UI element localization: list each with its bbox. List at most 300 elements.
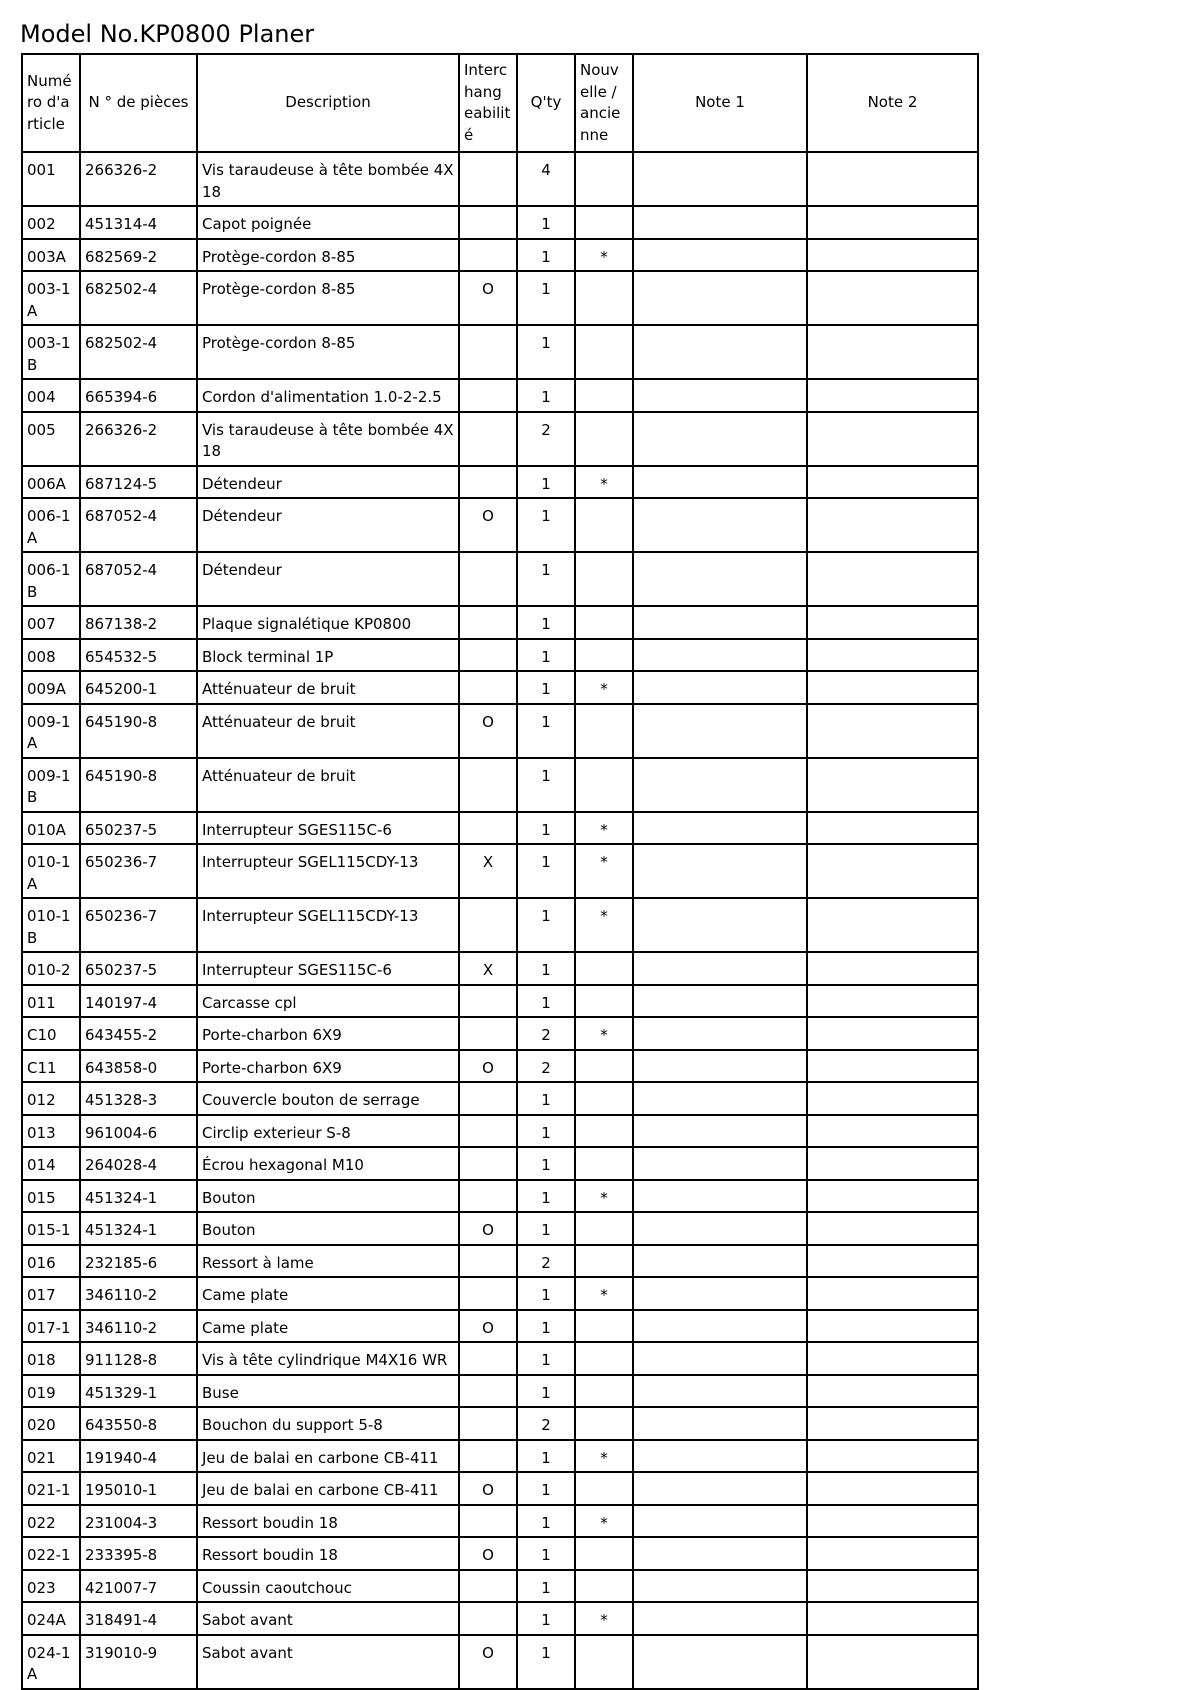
table-row bbox=[22, 1017, 978, 1050]
cell-note-2 bbox=[807, 1375, 978, 1408]
cell-interchangeability bbox=[459, 758, 517, 812]
cell-note-1 bbox=[633, 1277, 807, 1310]
cell-item-number: C11 bbox=[22, 1050, 80, 1083]
table-row bbox=[22, 239, 978, 272]
cell-new-old: * bbox=[575, 671, 633, 704]
cell-item-number: 009A bbox=[22, 671, 80, 704]
cell-description: Jeu de balai en carbone CB-411 bbox=[197, 1472, 459, 1505]
cell-quantity: 1 bbox=[517, 552, 575, 606]
cell-part-number: 346110-2 bbox=[80, 1277, 197, 1310]
cell-note-1 bbox=[633, 1440, 807, 1473]
cell-interchangeability bbox=[459, 671, 517, 704]
table-row bbox=[22, 206, 978, 239]
cell-part-number: 231004-3 bbox=[80, 1505, 197, 1538]
cell-note-1 bbox=[633, 1537, 807, 1570]
table-row bbox=[22, 1602, 978, 1635]
cell-description: Circlip exterieur S-8 bbox=[197, 1115, 459, 1148]
cell-new-old bbox=[575, 704, 633, 758]
cell-item-number: 003-1 A bbox=[22, 271, 80, 325]
cell-new-old bbox=[575, 498, 633, 552]
header-new-old: Nouv elle / ancie nne bbox=[575, 54, 633, 152]
cell-interchangeability bbox=[459, 639, 517, 672]
cell-item-number: 003-1 B bbox=[22, 325, 80, 379]
cell-note-1 bbox=[633, 812, 807, 845]
cell-description: Bouton bbox=[197, 1180, 459, 1213]
parts-table bbox=[21, 53, 979, 1690]
cell-note-1 bbox=[633, 466, 807, 499]
cell-description: Sabot avant bbox=[197, 1602, 459, 1635]
cell-quantity: 1 bbox=[517, 812, 575, 845]
cell-description: Atténuateur de bruit bbox=[197, 671, 459, 704]
cell-interchangeability bbox=[459, 552, 517, 606]
cell-note-1 bbox=[633, 239, 807, 272]
cell-description: Carcasse cpl bbox=[197, 985, 459, 1018]
cell-note-2 bbox=[807, 1245, 978, 1278]
cell-interchangeability bbox=[459, 1375, 517, 1408]
cell-part-number: 643550-8 bbox=[80, 1407, 197, 1440]
table-row bbox=[22, 1342, 978, 1375]
table-row bbox=[22, 379, 978, 412]
cell-interchangeability bbox=[459, 466, 517, 499]
cell-interchangeability bbox=[459, 1570, 517, 1603]
cell-part-number: 643858-0 bbox=[80, 1050, 197, 1083]
cell-note-1 bbox=[633, 1212, 807, 1245]
cell-item-number: 019 bbox=[22, 1375, 80, 1408]
cell-description: Bouton bbox=[197, 1212, 459, 1245]
header-quantity: Q'ty bbox=[517, 54, 575, 152]
cell-quantity: 1 bbox=[517, 985, 575, 1018]
cell-interchangeability bbox=[459, 206, 517, 239]
cell-new-old bbox=[575, 758, 633, 812]
cell-note-1 bbox=[633, 639, 807, 672]
header-interchangeability: Interc hang eabilit é bbox=[459, 54, 517, 152]
cell-item-number: 004 bbox=[22, 379, 80, 412]
cell-quantity: 2 bbox=[517, 1407, 575, 1440]
cell-note-1 bbox=[633, 552, 807, 606]
cell-note-1 bbox=[633, 704, 807, 758]
cell-item-number: 001 bbox=[22, 152, 80, 206]
cell-note-1 bbox=[633, 1472, 807, 1505]
cell-interchangeability: O bbox=[459, 271, 517, 325]
header-part-number: N ° de pièces bbox=[80, 54, 197, 152]
table-row bbox=[22, 1440, 978, 1473]
cell-item-number: 006-1 B bbox=[22, 552, 80, 606]
cell-new-old bbox=[575, 985, 633, 1018]
cell-note-2 bbox=[807, 1342, 978, 1375]
cell-new-old bbox=[575, 1635, 633, 1689]
cell-new-old: * bbox=[575, 466, 633, 499]
cell-part-number: 645190-8 bbox=[80, 758, 197, 812]
cell-quantity: 1 bbox=[517, 1310, 575, 1343]
cell-quantity: 1 bbox=[517, 1180, 575, 1213]
cell-item-number: 018 bbox=[22, 1342, 80, 1375]
cell-part-number: 961004-6 bbox=[80, 1115, 197, 1148]
cell-part-number: 650236-7 bbox=[80, 898, 197, 952]
cell-description: Sabot avant bbox=[197, 1635, 459, 1689]
cell-quantity: 1 bbox=[517, 1602, 575, 1635]
cell-new-old bbox=[575, 1115, 633, 1148]
cell-part-number: 650237-5 bbox=[80, 812, 197, 845]
cell-item-number: 020 bbox=[22, 1407, 80, 1440]
table-row bbox=[22, 1115, 978, 1148]
cell-note-2 bbox=[807, 1147, 978, 1180]
cell-note-2 bbox=[807, 639, 978, 672]
cell-description: Came plate bbox=[197, 1277, 459, 1310]
header-description: Description bbox=[197, 54, 459, 152]
cell-interchangeability: O bbox=[459, 498, 517, 552]
cell-part-number: 867138-2 bbox=[80, 606, 197, 639]
cell-new-old bbox=[575, 1050, 633, 1083]
cell-item-number: 005 bbox=[22, 412, 80, 466]
cell-description: Block terminal 1P bbox=[197, 639, 459, 672]
cell-note-1 bbox=[633, 1115, 807, 1148]
cell-note-2 bbox=[807, 498, 978, 552]
cell-note-2 bbox=[807, 466, 978, 499]
cell-description: Plaque signalétique KP0800 bbox=[197, 606, 459, 639]
table-row bbox=[22, 1245, 978, 1278]
cell-item-number: 007 bbox=[22, 606, 80, 639]
table-row bbox=[22, 1147, 978, 1180]
cell-description: Capot poignée bbox=[197, 206, 459, 239]
cell-description: Détendeur bbox=[197, 552, 459, 606]
cell-quantity: 1 bbox=[517, 606, 575, 639]
cell-description: Bouchon du support 5-8 bbox=[197, 1407, 459, 1440]
cell-new-old bbox=[575, 1537, 633, 1570]
cell-part-number: 346110-2 bbox=[80, 1310, 197, 1343]
cell-quantity: 1 bbox=[517, 379, 575, 412]
cell-note-1 bbox=[633, 1245, 807, 1278]
table-row bbox=[22, 325, 978, 379]
cell-part-number: 654532-5 bbox=[80, 639, 197, 672]
cell-description: Détendeur bbox=[197, 498, 459, 552]
cell-part-number: 650237-5 bbox=[80, 952, 197, 985]
cell-part-number: 451328-3 bbox=[80, 1082, 197, 1115]
cell-description: Détendeur bbox=[197, 466, 459, 499]
cell-interchangeability bbox=[459, 1017, 517, 1050]
cell-interchangeability bbox=[459, 1602, 517, 1635]
table-row bbox=[22, 1212, 978, 1245]
cell-note-2 bbox=[807, 1537, 978, 1570]
cell-quantity: 1 bbox=[517, 1440, 575, 1473]
cell-new-old bbox=[575, 1407, 633, 1440]
cell-new-old bbox=[575, 271, 633, 325]
cell-part-number: 264028-4 bbox=[80, 1147, 197, 1180]
cell-new-old: * bbox=[575, 1505, 633, 1538]
cell-note-2 bbox=[807, 271, 978, 325]
cell-note-2 bbox=[807, 379, 978, 412]
cell-new-old bbox=[575, 606, 633, 639]
cell-item-number: 016 bbox=[22, 1245, 80, 1278]
cell-interchangeability: O bbox=[459, 1537, 517, 1570]
cell-quantity: 1 bbox=[517, 1212, 575, 1245]
cell-item-number: 008 bbox=[22, 639, 80, 672]
cell-item-number: 012 bbox=[22, 1082, 80, 1115]
cell-new-old bbox=[575, 1472, 633, 1505]
cell-interchangeability bbox=[459, 812, 517, 845]
cell-new-old bbox=[575, 552, 633, 606]
cell-note-1 bbox=[633, 952, 807, 985]
cell-part-number: 687124-5 bbox=[80, 466, 197, 499]
cell-note-1 bbox=[633, 898, 807, 952]
cell-part-number: 451314-4 bbox=[80, 206, 197, 239]
cell-description: Protège-cordon 8-85 bbox=[197, 239, 459, 272]
cell-interchangeability bbox=[459, 379, 517, 412]
table-row bbox=[22, 466, 978, 499]
cell-item-number: 010A bbox=[22, 812, 80, 845]
cell-part-number: 319010-9 bbox=[80, 1635, 197, 1689]
table-row bbox=[22, 1310, 978, 1343]
table-row bbox=[22, 1375, 978, 1408]
cell-quantity: 1 bbox=[517, 1375, 575, 1408]
cell-new-old bbox=[575, 325, 633, 379]
table-row bbox=[22, 1635, 978, 1689]
cell-part-number: 687052-4 bbox=[80, 552, 197, 606]
cell-new-old bbox=[575, 152, 633, 206]
table-row bbox=[22, 606, 978, 639]
header-note-1: Note 1 bbox=[633, 54, 807, 152]
cell-note-1 bbox=[633, 671, 807, 704]
cell-note-2 bbox=[807, 239, 978, 272]
cell-new-old: * bbox=[575, 812, 633, 845]
cell-interchangeability bbox=[459, 1277, 517, 1310]
cell-interchangeability bbox=[459, 1245, 517, 1278]
cell-interchangeability bbox=[459, 898, 517, 952]
cell-item-number: 010-2 bbox=[22, 952, 80, 985]
cell-note-2 bbox=[807, 952, 978, 985]
table-row bbox=[22, 1537, 978, 1570]
table-row bbox=[22, 271, 978, 325]
cell-item-number: 014 bbox=[22, 1147, 80, 1180]
cell-description: Écrou hexagonal M10 bbox=[197, 1147, 459, 1180]
cell-part-number: 266326-2 bbox=[80, 152, 197, 206]
cell-note-2 bbox=[807, 1017, 978, 1050]
cell-quantity: 2 bbox=[517, 1017, 575, 1050]
cell-part-number: 682569-2 bbox=[80, 239, 197, 272]
cell-new-old: * bbox=[575, 1602, 633, 1635]
cell-note-2 bbox=[807, 152, 978, 206]
cell-note-1 bbox=[633, 1602, 807, 1635]
cell-quantity: 1 bbox=[517, 704, 575, 758]
cell-item-number: 015-1 bbox=[22, 1212, 80, 1245]
cell-item-number: 009-1 B bbox=[22, 758, 80, 812]
cell-note-2 bbox=[807, 758, 978, 812]
cell-note-1 bbox=[633, 325, 807, 379]
cell-note-2 bbox=[807, 325, 978, 379]
cell-quantity: 1 bbox=[517, 844, 575, 898]
cell-item-number: 011 bbox=[22, 985, 80, 1018]
cell-part-number: 451324-1 bbox=[80, 1180, 197, 1213]
cell-note-1 bbox=[633, 1050, 807, 1083]
cell-item-number: 017-1 bbox=[22, 1310, 80, 1343]
table-row bbox=[22, 985, 978, 1018]
cell-note-1 bbox=[633, 758, 807, 812]
cell-description: Vis à tête cylindrique M4X16 WR bbox=[197, 1342, 459, 1375]
cell-interchangeability bbox=[459, 1440, 517, 1473]
cell-note-2 bbox=[807, 1505, 978, 1538]
cell-note-1 bbox=[633, 1017, 807, 1050]
cell-note-1 bbox=[633, 1180, 807, 1213]
cell-interchangeability bbox=[459, 1342, 517, 1375]
cell-item-number: 006-1 A bbox=[22, 498, 80, 552]
cell-quantity: 1 bbox=[517, 1505, 575, 1538]
cell-new-old bbox=[575, 1082, 633, 1115]
cell-note-2 bbox=[807, 1212, 978, 1245]
cell-note-2 bbox=[807, 1115, 978, 1148]
cell-description: Vis taraudeuse à tête bombée 4X 18 bbox=[197, 152, 459, 206]
cell-part-number: 687052-4 bbox=[80, 498, 197, 552]
cell-quantity: 1 bbox=[517, 1472, 575, 1505]
cell-new-old: * bbox=[575, 844, 633, 898]
cell-quantity: 1 bbox=[517, 1277, 575, 1310]
cell-item-number: 021-1 bbox=[22, 1472, 80, 1505]
cell-description: Interrupteur SGES115C-6 bbox=[197, 812, 459, 845]
cell-note-1 bbox=[633, 1505, 807, 1538]
cell-note-1 bbox=[633, 1570, 807, 1603]
cell-description: Protège-cordon 8-85 bbox=[197, 271, 459, 325]
cell-part-number: 318491-4 bbox=[80, 1602, 197, 1635]
cell-note-1 bbox=[633, 1635, 807, 1689]
cell-quantity: 1 bbox=[517, 1082, 575, 1115]
cell-quantity: 1 bbox=[517, 1147, 575, 1180]
header-item-number: Numé ro d'a rticle bbox=[22, 54, 80, 152]
cell-item-number: 024-1 A bbox=[22, 1635, 80, 1689]
header-note-2: Note 2 bbox=[807, 54, 978, 152]
cell-part-number: 911128-8 bbox=[80, 1342, 197, 1375]
table-row bbox=[22, 704, 978, 758]
cell-quantity: 2 bbox=[517, 1245, 575, 1278]
cell-note-2 bbox=[807, 1310, 978, 1343]
cell-note-2 bbox=[807, 898, 978, 952]
cell-note-2 bbox=[807, 1082, 978, 1115]
cell-quantity: 1 bbox=[517, 466, 575, 499]
cell-interchangeability bbox=[459, 606, 517, 639]
cell-note-1 bbox=[633, 152, 807, 206]
cell-interchangeability bbox=[459, 1082, 517, 1115]
cell-part-number: 232185-6 bbox=[80, 1245, 197, 1278]
cell-quantity: 1 bbox=[517, 758, 575, 812]
cell-interchangeability: O bbox=[459, 1472, 517, 1505]
cell-new-old bbox=[575, 1310, 633, 1343]
table-row bbox=[22, 1050, 978, 1083]
table-header-row bbox=[22, 54, 978, 152]
table-row bbox=[22, 639, 978, 672]
cell-part-number: 645190-8 bbox=[80, 704, 197, 758]
cell-new-old bbox=[575, 1570, 633, 1603]
table-row bbox=[22, 952, 978, 985]
cell-interchangeability bbox=[459, 985, 517, 1018]
cell-note-1 bbox=[633, 379, 807, 412]
cell-part-number: 665394-6 bbox=[80, 379, 197, 412]
cell-quantity: 1 bbox=[517, 671, 575, 704]
cell-part-number: 195010-1 bbox=[80, 1472, 197, 1505]
cell-interchangeability: X bbox=[459, 952, 517, 985]
cell-interchangeability bbox=[459, 1115, 517, 1148]
cell-quantity: 1 bbox=[517, 325, 575, 379]
cell-quantity: 1 bbox=[517, 639, 575, 672]
table-row bbox=[22, 1180, 978, 1213]
cell-new-old bbox=[575, 1245, 633, 1278]
cell-note-2 bbox=[807, 1570, 978, 1603]
cell-interchangeability bbox=[459, 152, 517, 206]
cell-quantity: 1 bbox=[517, 271, 575, 325]
cell-interchangeability: O bbox=[459, 1050, 517, 1083]
cell-quantity: 1 bbox=[517, 1537, 575, 1570]
cell-new-old: * bbox=[575, 239, 633, 272]
cell-note-2 bbox=[807, 812, 978, 845]
cell-item-number: 022 bbox=[22, 1505, 80, 1538]
cell-interchangeability bbox=[459, 1407, 517, 1440]
cell-part-number: 682502-4 bbox=[80, 271, 197, 325]
table-row bbox=[22, 1407, 978, 1440]
cell-quantity: 2 bbox=[517, 1050, 575, 1083]
cell-description: Atténuateur de bruit bbox=[197, 704, 459, 758]
cell-item-number: 010-1 B bbox=[22, 898, 80, 952]
cell-note-1 bbox=[633, 1407, 807, 1440]
cell-item-number: 002 bbox=[22, 206, 80, 239]
cell-item-number: 006A bbox=[22, 466, 80, 499]
cell-description: Cordon d'alimentation 1.0-2-2.5 bbox=[197, 379, 459, 412]
cell-interchangeability: O bbox=[459, 704, 517, 758]
cell-description: Jeu de balai en carbone CB-411 bbox=[197, 1440, 459, 1473]
cell-description: Interrupteur SGEL115CDY-13 bbox=[197, 898, 459, 952]
table-row bbox=[22, 1570, 978, 1603]
cell-new-old bbox=[575, 206, 633, 239]
cell-new-old: * bbox=[575, 1277, 633, 1310]
cell-note-1 bbox=[633, 844, 807, 898]
cell-quantity: 1 bbox=[517, 952, 575, 985]
cell-part-number: 421007-7 bbox=[80, 1570, 197, 1603]
cell-quantity: 1 bbox=[517, 206, 575, 239]
cell-note-1 bbox=[633, 1342, 807, 1375]
cell-part-number: 645200-1 bbox=[80, 671, 197, 704]
cell-note-1 bbox=[633, 206, 807, 239]
cell-note-2 bbox=[807, 1602, 978, 1635]
table-row bbox=[22, 1277, 978, 1310]
cell-interchangeability bbox=[459, 1505, 517, 1538]
cell-note-2 bbox=[807, 704, 978, 758]
cell-item-number: 015 bbox=[22, 1180, 80, 1213]
table-row bbox=[22, 152, 978, 206]
cell-new-old bbox=[575, 412, 633, 466]
cell-note-1 bbox=[633, 606, 807, 639]
cell-note-2 bbox=[807, 1407, 978, 1440]
page-title: Model No.KP0800 Planer bbox=[20, 20, 315, 48]
cell-interchangeability bbox=[459, 239, 517, 272]
cell-new-old bbox=[575, 1147, 633, 1180]
cell-new-old bbox=[575, 952, 633, 985]
cell-quantity: 1 bbox=[517, 1570, 575, 1603]
cell-item-number: 021 bbox=[22, 1440, 80, 1473]
cell-note-2 bbox=[807, 1635, 978, 1689]
cell-note-1 bbox=[633, 498, 807, 552]
cell-description: Ressort boudin 18 bbox=[197, 1537, 459, 1570]
cell-part-number: 451324-1 bbox=[80, 1212, 197, 1245]
cell-new-old bbox=[575, 1212, 633, 1245]
cell-description: Buse bbox=[197, 1375, 459, 1408]
cell-note-2 bbox=[807, 206, 978, 239]
cell-note-1 bbox=[633, 1375, 807, 1408]
cell-description: Couvercle bouton de serrage bbox=[197, 1082, 459, 1115]
cell-note-1 bbox=[633, 985, 807, 1018]
cell-description: Atténuateur de bruit bbox=[197, 758, 459, 812]
table-row bbox=[22, 1472, 978, 1505]
cell-interchangeability bbox=[459, 325, 517, 379]
cell-note-2 bbox=[807, 412, 978, 466]
table-row bbox=[22, 812, 978, 845]
cell-part-number: 650236-7 bbox=[80, 844, 197, 898]
cell-description: Protège-cordon 8-85 bbox=[197, 325, 459, 379]
cell-item-number: 013 bbox=[22, 1115, 80, 1148]
